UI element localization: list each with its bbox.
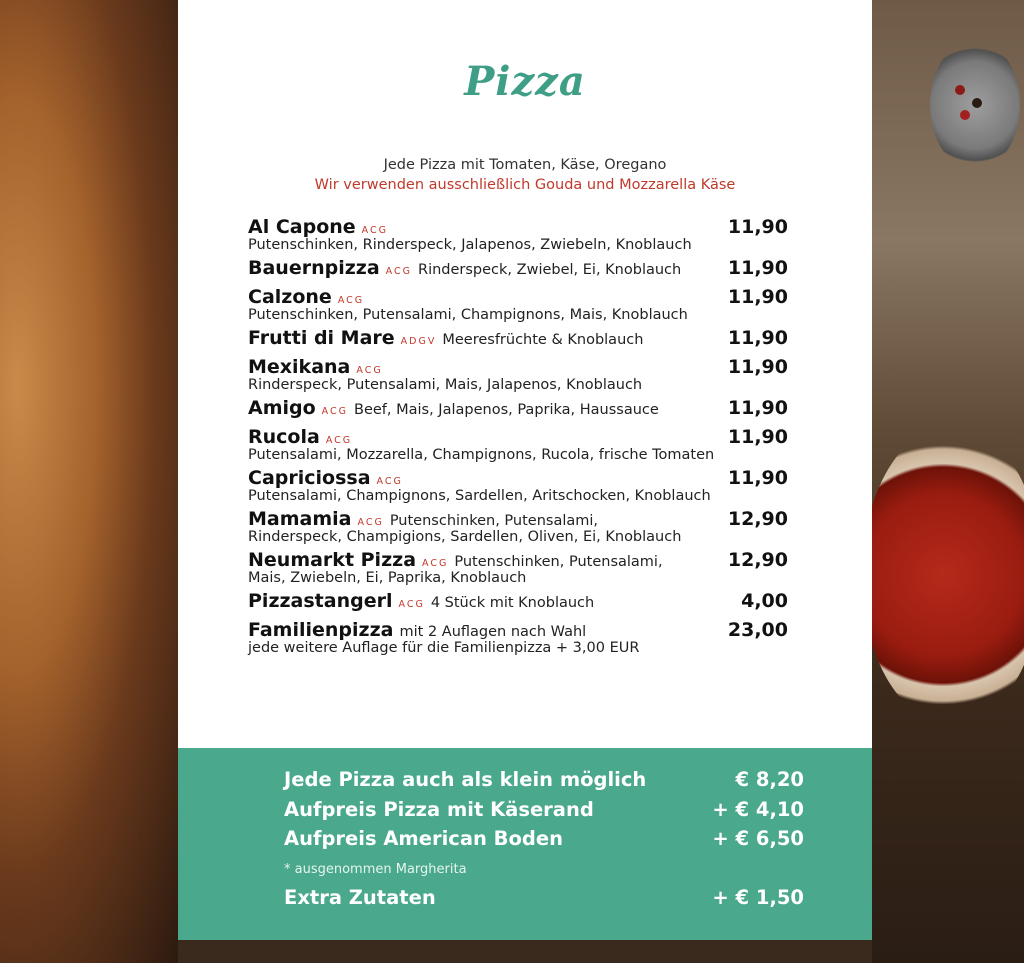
item-allergens: ACG xyxy=(422,558,449,569)
item-description: Rinderspeck, Zwiebel, Ei, Knoblauch xyxy=(418,262,682,278)
menu-subtitle: Jede Pizza mit Tomaten, Käse, Oregano xyxy=(383,157,667,173)
item-description: Putenschinken, Putensalami, xyxy=(389,513,599,529)
item-description: Putensalami, Champignons, Sardellen, Aritschocken, Knoblauch xyxy=(248,488,711,504)
menu-item xyxy=(248,426,788,467)
extras-price: + € 6,50 xyxy=(712,827,804,850)
menu-item xyxy=(248,216,788,257)
item-description-continued: Mais, Zwiebeln, Ei, Paprika, Knoblauch xyxy=(248,570,527,586)
item-description: Putenschinken, Putensalami, Champignons, Mais, Knoblauch xyxy=(248,307,688,323)
item-price: 11,90 xyxy=(727,327,788,349)
item-description: Putensalami, Mozzarella, Champignons, Rucola, frische Tomaten xyxy=(248,447,715,463)
menu-item xyxy=(248,327,788,356)
item-name: Pizzastangerl xyxy=(248,590,393,612)
item-name: Frutti di Mare xyxy=(248,327,395,349)
item-name: Calzone xyxy=(248,286,332,308)
menu-item xyxy=(248,590,788,619)
menu-item xyxy=(248,508,788,549)
item-allergens: ACG xyxy=(398,599,425,610)
item-price: 11,90 xyxy=(727,426,788,448)
item-description: 4 Stück mit Knoblauch xyxy=(430,595,595,611)
item-name: Capriciossa xyxy=(248,467,371,489)
item-name: Neumarkt Pizza xyxy=(248,549,417,571)
extras-row xyxy=(284,886,804,909)
peppercorn xyxy=(955,85,965,95)
item-allergens: ACG xyxy=(357,517,384,528)
item-description: Rinderspeck, Putensalami, Mais, Jalapenos, Knoblauch xyxy=(248,377,643,393)
item-description-continued: Rinderspeck, Champigions, Sardellen, Oliven, Ei, Knoblauch xyxy=(248,529,682,545)
item-name: Mexikana xyxy=(248,356,351,378)
page-title: Pizza xyxy=(464,58,586,105)
item-allergens: ACG xyxy=(356,365,383,376)
pizza-photo-left xyxy=(0,0,178,963)
item-allergens: ACG xyxy=(325,435,353,446)
item-description: mit 2 Auflagen nach Wahl xyxy=(399,624,587,640)
extras-label: Aufpreis Pizza mit Käserand xyxy=(284,798,594,821)
margherita-note: * ausgenommen Margherita xyxy=(284,862,467,877)
item-price: 12,90 xyxy=(727,549,788,571)
item-name: Rucola xyxy=(248,426,320,448)
item-price: 12,90 xyxy=(727,508,788,530)
item-price: 4,00 xyxy=(741,590,788,612)
item-price: 11,90 xyxy=(727,216,788,238)
item-description: Putenschinken, Putensalami, xyxy=(454,554,663,570)
item-name: Amigo xyxy=(248,397,316,419)
menu-item xyxy=(248,356,788,397)
menu-item xyxy=(248,286,788,327)
item-description: Beef, Mais, Jalapenos, Paprika, Haussauce xyxy=(354,402,659,418)
item-description-continued: jede weitere Auflage für die Familienpizza + 3,00 EUR xyxy=(248,640,640,656)
extras-label: Jede Pizza auch als klein möglich xyxy=(284,768,647,791)
extras-price: € 8,20 xyxy=(735,768,804,791)
extras-price: + € 4,10 xyxy=(712,798,804,821)
item-price: 11,90 xyxy=(727,286,788,308)
item-allergens: ACG xyxy=(376,476,403,487)
menu-item xyxy=(248,257,788,286)
menu-item xyxy=(248,619,788,660)
item-name: Bauernpizza xyxy=(248,257,380,279)
item-name: Al Capone xyxy=(248,216,356,238)
cheese-notice: Wir verwenden ausschließlich Gouda und Mozzarella Käse xyxy=(314,177,736,193)
extras-row xyxy=(284,798,804,821)
extras-band xyxy=(178,748,872,940)
extras-label: Aufpreis American Boden xyxy=(284,827,563,850)
item-allergens: ACG xyxy=(385,266,412,277)
item-allergens: ACG xyxy=(361,225,388,236)
item-price: 11,90 xyxy=(727,356,788,378)
menu-item xyxy=(248,549,788,590)
peppercorn xyxy=(960,110,970,120)
item-description: Putenschinken, Rinderspeck, Jalapenos, Zwiebeln, Knoblauch xyxy=(248,237,692,253)
extras-label: Extra Zutaten xyxy=(284,886,436,909)
item-name: Familienpizza xyxy=(248,619,394,641)
menu-item xyxy=(248,467,788,508)
item-price: 11,90 xyxy=(727,397,788,419)
menu-item xyxy=(248,397,788,426)
item-price: 11,90 xyxy=(727,257,788,279)
pizza-list xyxy=(248,216,788,660)
item-allergens: ACG xyxy=(321,406,348,417)
extras-row xyxy=(284,768,804,791)
item-allergens: ADGV xyxy=(400,336,437,347)
item-name: Mamamia xyxy=(248,508,352,530)
item-allergens: ACG xyxy=(337,295,365,306)
item-price: 11,90 xyxy=(727,467,788,489)
extras-price: + € 1,50 xyxy=(712,886,804,909)
extras-row xyxy=(284,827,804,850)
item-price: 23,00 xyxy=(727,619,788,641)
peppercorn xyxy=(972,98,982,108)
item-description: Meeresfrüchte & Knoblauch xyxy=(442,332,644,348)
